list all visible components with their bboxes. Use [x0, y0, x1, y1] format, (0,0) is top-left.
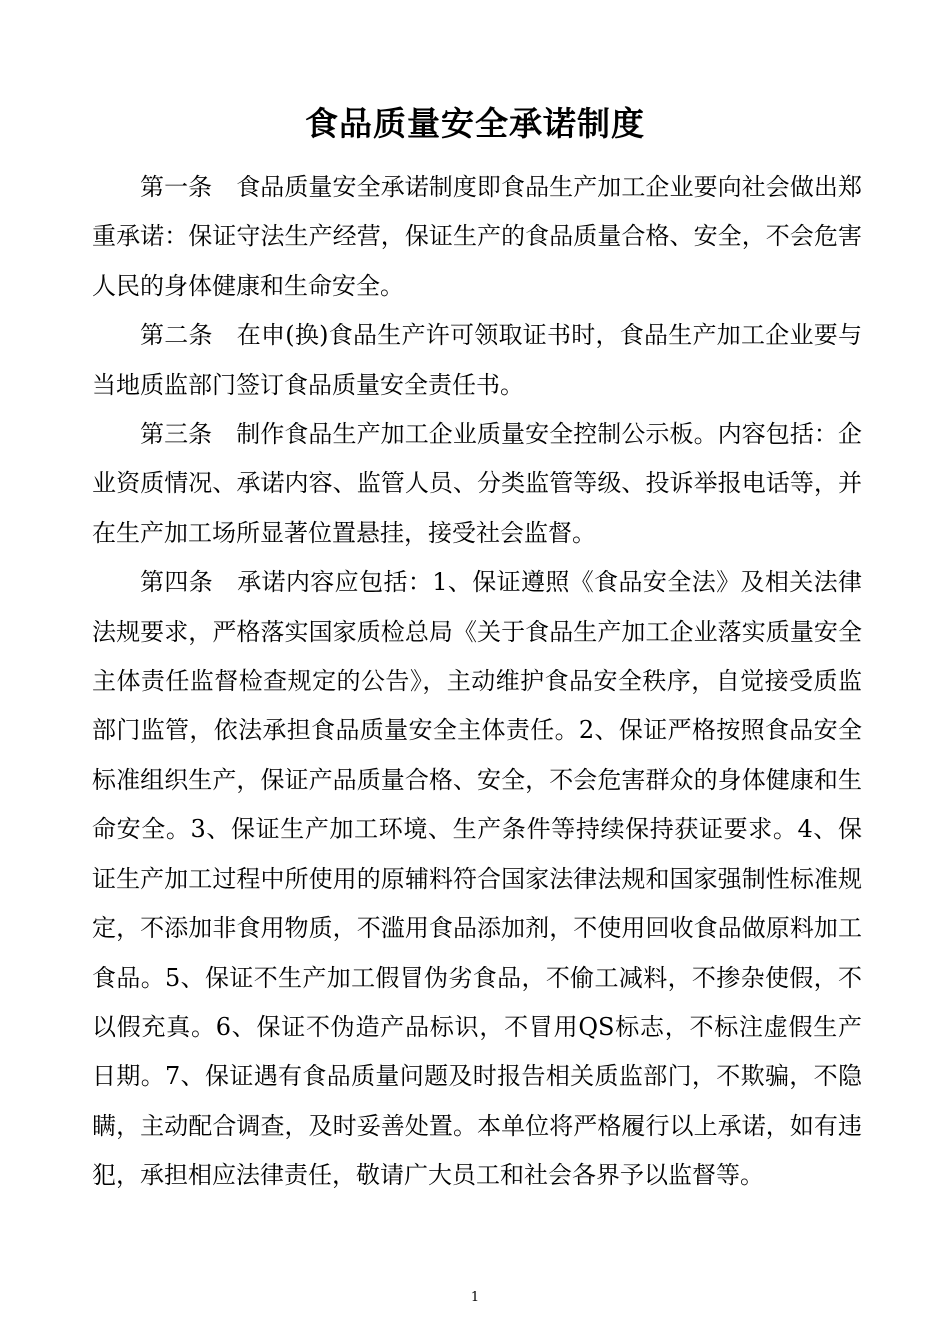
article-number: 第四条 — [140, 568, 214, 597]
article-number: 第一条 — [140, 173, 213, 201]
article-number: 第二条 — [140, 321, 213, 350]
article-text: 制作食品生产加工企业质量安全控制公示板。内容包括：企业资质情况、承诺内容、监管人员、分类监管等级、投诉举报电话等，并在生产加工场所显著位置悬挂，接受社会监督。 — [92, 420, 863, 547]
article-4 — [92, 558, 862, 1200]
article-2 — [92, 311, 862, 410]
document-title: 食品质量安全承诺制度 — [305, 104, 645, 143]
document-body — [92, 163, 862, 1201]
article-text: 食品质量安全承诺制度即食品生产加工企业要向社会做出郑重承诺：保证守法生产经营，保证生产的食品质量合格、安全，不会危害人民的身体健康和生命安全。 — [92, 173, 863, 300]
article-1 — [92, 163, 862, 311]
article-text: 在申(换)食品生产许可领取证书时，食品生产加工企业要与当地质监部门签订食品质量安全责任书。 — [92, 321, 863, 399]
page-number: 1 — [470, 1290, 480, 1305]
article-3 — [92, 410, 862, 558]
article-number: 第三条 — [140, 420, 213, 449]
article-text: 承诺内容应包括：1、保证遵照《食品安全法》及相关法律法规要求，严格落实国家质检总局《关于食品生产加工企业落实质量安全主体责任监督检查规定的公告》，主动维护食品安全秩序，自觉接受质监部门监管，依法承担食品质量安全主体责任。2、保证严格按照食品安全标准组织生产，保证产品质量合格、安全，不会危害群众的身体健康和生命安全。3、保证生产加工环境、生产条件等持续保持获证要求。4、保证生产加工过程中所使用的原辅料符合国家法律法规和国家强制性标准规定，不添加非食用物质，不滥用食品添加剂，不使用回收食品做原料加工食品。5、保证不生产加工假冒伪劣食品，不偷工减料，不掺杂使假，不以假充真。6、保证不伪造产品标识，不冒用QS标志，不标注虚假生产日期。7、保证遇有食品质量问题及时报告相关质监部门，不欺骗，不隐瞒，主动配合调查，及时妥善处置。本单位将严格履行以上承诺，如有违犯，承担相应法律责任，敬请广大员工和社会各界予以监督等。 — [92, 568, 862, 1190]
